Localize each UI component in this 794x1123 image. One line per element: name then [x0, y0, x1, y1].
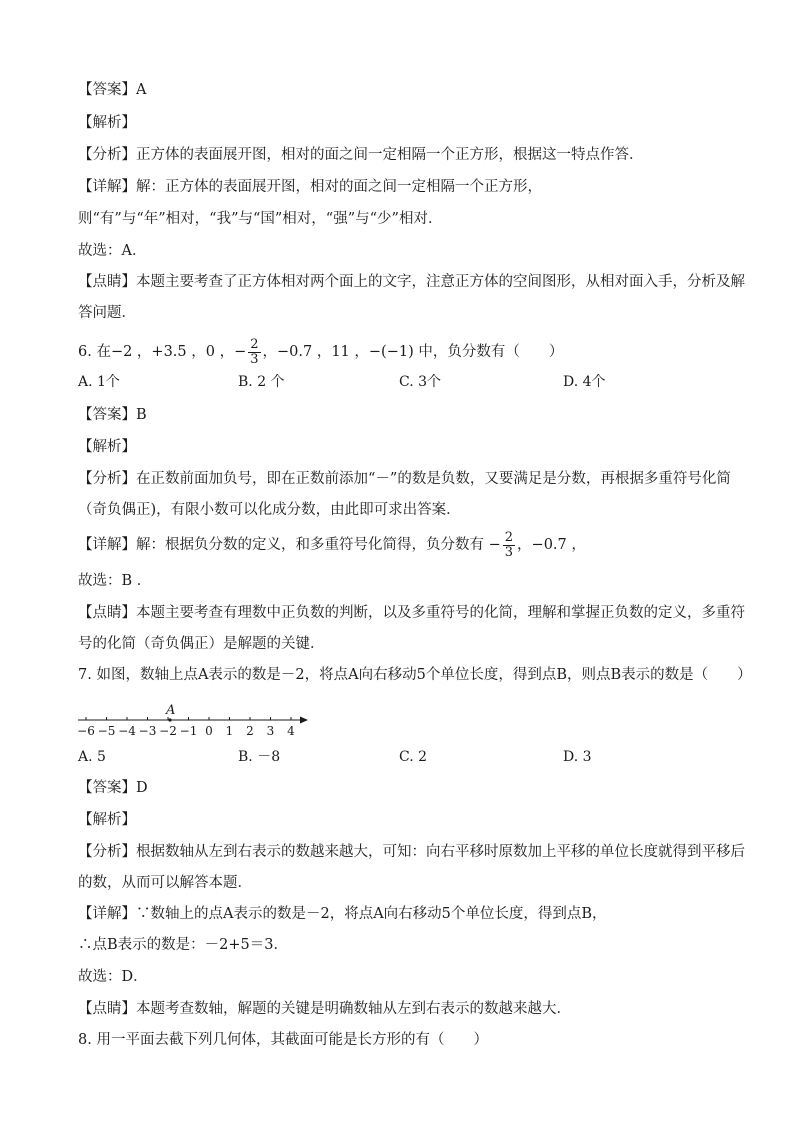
q6-dianjing-1: 【点睛】本题主要考查有理数中正负数的判断，以及多重符号的化简，理解和掌握正负数的定义，多重符: [78, 605, 745, 621]
q6-xiangjie-fraction: [503, 531, 515, 560]
q7-analysis-heading: 【解析】: [78, 812, 136, 828]
q7-fenxi-2: 的数，从而可以解答本题．: [78, 875, 252, 891]
q6-option-c: C. 3个: [399, 374, 442, 390]
q6-xiangjie-pre: 【详解】解：根据负分数的定义，和多重符号化简得，负分数有 −: [78, 537, 501, 553]
number-line-tick-label: 2: [246, 724, 254, 738]
q6-stem: [78, 337, 563, 367]
number-line-tick-label: 4: [287, 724, 295, 738]
q5-answer: 【答案】A: [78, 82, 147, 98]
number-line-tick-label: −4: [118, 724, 136, 738]
q7-xiangjie-1: 【详解】∵数轴上的点A表示的数是－2，将点A向右移动5个单位长度，得到点B，: [78, 906, 607, 922]
q7-choice: 故选：D．: [78, 969, 148, 985]
q6-stem-pre: 6. 在−2 ，+3.5 ，0 ，−: [78, 344, 247, 360]
q7-fenxi-1: 【分析】根据数轴从左到右表示的数越来越大，可知：向右平移时原数加上平移的单位长度就得到平移后: [78, 844, 745, 860]
number-line-tick-label: −1: [179, 724, 198, 738]
number-line-figure: [74, 700, 314, 742]
number-line-tick-label: 1: [225, 724, 234, 738]
point-a-marker: [168, 718, 171, 721]
q5-fenxi: 【分析】正方体的表面展开图，相对的面之间一定相隔一个正方形，根据这一特点作答．: [78, 147, 644, 163]
q7-dianjing: 【点睛】本题考查数轴，解题的关键是明确数轴从左到右表示的数越来越大．: [78, 1001, 571, 1017]
number-line-tick-label: 3: [266, 724, 275, 738]
q7-option-d: D. 3: [563, 749, 592, 765]
q6-xiangjie-post: ，−0.7 ，: [517, 537, 586, 553]
number-line-tick-label: −3: [138, 724, 157, 738]
number-line-tick-label: −2: [159, 724, 177, 738]
q6-choice: 故选：B ．: [78, 573, 152, 589]
q5-choice: 故选：A．: [78, 243, 147, 259]
q6-analysis-heading: 【解析】: [78, 439, 136, 455]
q7-option-b: B. －8: [238, 749, 281, 765]
q6-fenxi-2: （奇负偶正)，有限小数可以化成分数，由此即可求出答案．: [78, 502, 461, 518]
q5-analysis-heading: 【解析】: [78, 115, 136, 131]
number-line-arrow: [300, 717, 308, 724]
q6-option-d: D. 4个: [563, 374, 606, 390]
q6-option-a: A. 1个: [78, 374, 120, 390]
q7-xiangjie-2: ∴点B表示的数是：－2+5＝3．: [78, 937, 288, 953]
q6-fraction: [248, 338, 260, 367]
q7-answer: 【答案】D: [78, 780, 148, 796]
q6-xiangjie-fraction-numerator: 2: [504, 529, 514, 545]
number-line-tick-label: −5: [97, 724, 116, 738]
q5-xiangjie-2: 则“有”与“年”相对，“我”与“国”相对，“强”与“少”相对．: [78, 211, 443, 227]
q6-fraction-denominator: 3: [250, 351, 259, 367]
q5-dianjing-1: 【点睛】本题主要考查了正方体相对两个面上的文字，注意正方体的空间图形，从相对面入手，分析及解: [78, 274, 745, 290]
point-a-label: A: [166, 703, 176, 718]
number-line-tick-label: −6: [77, 724, 95, 738]
q7-option-a: A. 5: [78, 749, 106, 765]
q6-stem-post: ，−0.7 ，11 ，−(−1) 中，负分数有（ ）: [262, 344, 564, 360]
q6-fenxi-1: 【分析】在正数前面加负号，即在正数前添加“－”的数是负数，又要满足是分数，再根据多重符号化简: [78, 471, 731, 487]
q5-dianjing-2: 答问题．: [78, 305, 136, 321]
q7-stem: 7. 如图，数轴上点A表示的数是－2，将点A向右移动5个单位长度，得到点B，则点B表示的数是（ ）: [78, 667, 752, 683]
q8-stem: 8. 用一平面去截下列几何体，其截面可能是长方形的有（ ）: [78, 1032, 488, 1048]
q6-answer: 【答案】B: [78, 407, 147, 423]
q6-option-b: B. 2 个: [238, 374, 285, 390]
q6-dianjing-2: 号的化简（奇负偶正）是解题的关键．: [78, 636, 325, 652]
q7-option-c: C. 2: [399, 749, 428, 765]
q6-xiangjie: [78, 530, 586, 560]
q6-fraction-numerator: 2: [250, 336, 259, 352]
q6-xiangjie-fraction-denominator: 3: [504, 544, 514, 560]
q5-xiangjie-1: 【详解】解：正方体的表面展开图，相对的面之间一定相隔一个正方形，: [78, 179, 542, 195]
number-line-tick-label: 0: [205, 724, 213, 738]
